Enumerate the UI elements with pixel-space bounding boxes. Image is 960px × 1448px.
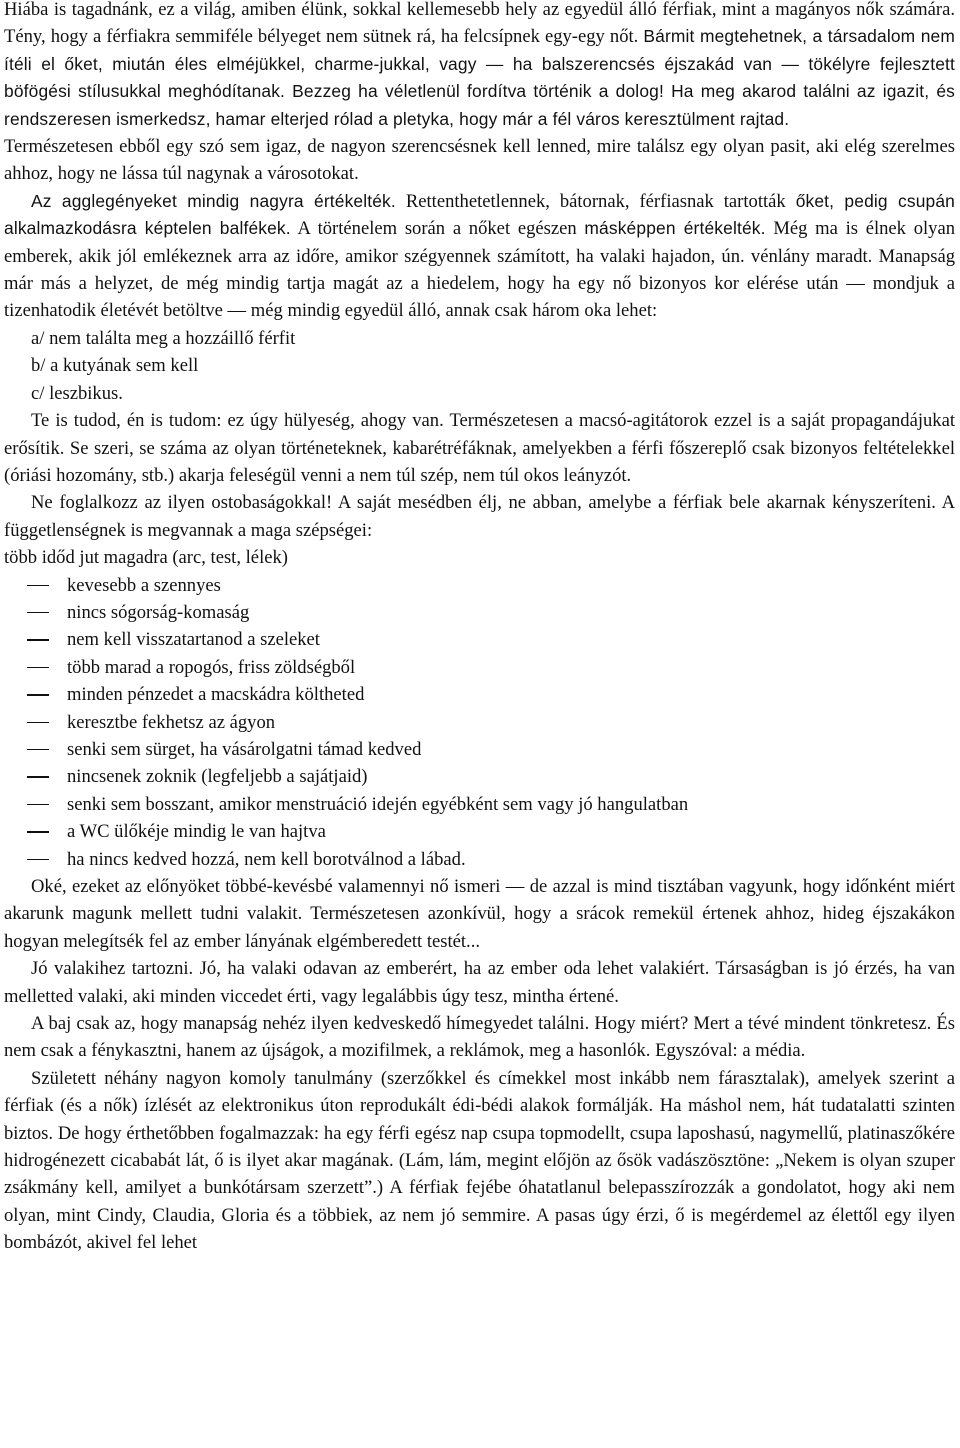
dash-bullet-icon (27, 612, 49, 613)
benefit-item (4, 709, 955, 736)
paragraph-independence: Ne foglalkozz az ilyen ostobaságokkal! A saját mesédben élj, ne abban, amelybe a férfiak bele akarnak kényszeríteni. A függetlenségnek is megvannak a maga szépségei: (4, 492, 955, 541)
paragraph-okay: Oké, ezeket az előnyöket többé-kevésbé valamennyi nő ismeri — de azzal is mind tisztában vagyunk, hogy időnként miért akarunk magunk mellett tudni valakit. Természetesen azonkívül, hogy a srácok remekül értenek ahhoz, hideg éjszakákon hogyan melegítsék fel az ember lányának elgémberedett testét... (4, 876, 955, 952)
dash-bullet-icon (27, 859, 49, 860)
bachelors-part1: Az agglegényeket mindig nagyra értékelték. (31, 190, 396, 211)
dash-bullet-icon (27, 694, 49, 695)
benefit-item (4, 681, 955, 708)
benefit-text: nincsenek zoknik (legfeljebb a sajátjaid) (67, 766, 368, 788)
dash-bullet-icon (27, 804, 49, 805)
bachelors-part6: Még ma is élnek olyan emberek, akik jól emlékeznek arra az időre, amikor szégyennek számított, ha valaki hajadon, ún. vénlány maradt. Manapság már más a helyzet, de még mindig tartja magát az a hiedelem, hogy ha egy nő bizonyos kor elérése után — mondjuk a tizenhatodik életévét betöltve — még mindig egyedül álló, annak csak három oka lehet: (4, 218, 956, 322)
reasons-list (4, 325, 955, 407)
bachelors-part5: másképpen értékelték. (584, 218, 766, 239)
bachelors-part4: A történelem során a nőket egészen (297, 218, 577, 240)
benefit-text: minden pénzedet a macskádra költheted (67, 684, 365, 706)
benefit-item (4, 846, 955, 873)
dash-bullet-icon (27, 831, 49, 832)
benefit-text: több marad a ropogós, friss zöldségből (67, 656, 356, 678)
dash-bullet-icon (27, 722, 49, 723)
benefit-item (4, 654, 955, 681)
bachelors-part2: Rettenthetetlennek, bátornak, férfiasnak tartották (405, 190, 786, 212)
benefit-item (4, 572, 955, 599)
reason-item: b/ a kutyának sem kell (31, 355, 199, 377)
paragraph-intro-part1: Hiába is tagadnánk, ez a világ, amiben élünk, sokkal kellemesebb hely az egyedül álló férfiak, mint a magányos nők számára. Tény, hogy a férfiakra semmiféle bélyeget nem sütnek rá, ha felcsípnek egy-egy nőt. (4, 0, 955, 48)
paragraph-more-time: több időd jut magadra (arc, test, lélek) (4, 547, 288, 569)
paragraph-studies: Született néhány nagyon komoly tanulmány (szerzőkkel és címekkel most inkább nem fárasztalak), amelyek szerint a férfiak (és a nők) ízlését az elektronikus úton reprodukált édi-bédi alakok formálják. Ha máshol nem, hát tudatalatti szinten biztos. De hogy érthetőbben fogalmazzak: ha egy férfi egész nap csupa topmodellt, csupa laposhasú, nagymellű, platinaszőkére hidrogénezett cicababát lát, ő is ilyet akar magának. (Lám, lám, megint előjön az ősök vadászösztöne: „Nekem is olyan szuper zsákmány kell, amilyet a bunkótársam szerzett”.) A férfiak fejébe óhatatlanul belepasszírozzák a gondolatot, hogy aki nem olyan, mint Cindy, Claudia, Gloria és a többiek, az nem jó semmire. A pasas úgy érzi, ő is megérdemel az élettől egy ilyen bombázót, akivel fel lehet (4, 1067, 955, 1254)
benefit-item (4, 791, 955, 818)
benefit-text: nem kell visszatartanod a szeleket (67, 629, 320, 651)
benefit-text: nincs sógorság-komaság (67, 601, 250, 623)
dash-bullet-icon (27, 776, 49, 777)
document-page (4, 0, 955, 1257)
dash-bullet-icon (27, 585, 49, 586)
paragraph-intro-part2: Bármit megtehetnek, a társadalom nem ítéli el őket, miután éles elméjükkel, charme-jukkal, vagy — ha balszerencsés éjszakád van — tökélyre fejlesztett böfögési stílusukkal meghódítanak. Bezzeg ha véletlenül fordítva történik a dolog! Ha meg akarod találni az igazit, és rendszeresen ismerkedsz, hamar elterjed rólad a pletyka, hogy már a fél város keresztülment rajtad. (4, 26, 955, 129)
paragraph-intro (4, 0, 955, 133)
benefit-text: senki sem sürget, ha vásárolgatni támad kedved (67, 738, 422, 760)
dash-bullet-icon (27, 639, 49, 640)
reason-item: a/ nem találta meg a hozzáillő férfit (31, 327, 296, 349)
benefit-text: keresztbe fekhetsz az ágyon (67, 711, 276, 733)
paragraph-luck: Természetesen ebből egy szó sem igaz, de nagyon szerencsésnek kell lenned, mire találsz egy olyan pasit, aki elég szerelmes ahhoz, hogy ne lássa túl nagynak a városotokat. (4, 136, 955, 185)
paragraph-problem: A baj csak az, hogy manapság nehéz ilyen kedveskedő hímegyedet találni. Hogy miért? Mert a tévé mindent tönkretesz. És nem csak a fénykasztni, hanem az újságok, a mozifilmek, a reklámok, meg a hasonlók. Egyszóval: a média. (4, 1013, 955, 1062)
paragraph-bachelors (4, 188, 955, 325)
benefit-item (4, 626, 955, 653)
paragraph-belong: Jó valakihez tartozni. Jó, ha valaki odavan az emberért, ha az ember oda lehet valakiért. Társaságban is jó érzés, ha van melletted valaki, aki minden viccedet érti, vagy legalábbis úgy tesz, mintha értené. (4, 958, 955, 1007)
benefit-text: a WC ülőkéje mindig le van hajtva (67, 821, 326, 843)
benefit-text: kevesebb a szennyes (67, 574, 221, 596)
dash-bullet-icon (27, 749, 49, 750)
benefits-list (4, 572, 955, 873)
dash-bullet-icon (27, 667, 49, 668)
benefit-text: ha nincs kedved hozzá, nem kell borotválnod a lábad. (67, 848, 466, 870)
benefit-text: senki sem bosszant, amikor menstruáció idején egyébként sem vagy jó hangulatban (67, 793, 689, 815)
bachelors-part3: őket, pedig csupán alkalmazkodásra képtelen balfékek. (4, 190, 955, 239)
benefit-item (4, 736, 955, 763)
benefit-item (4, 818, 955, 845)
benefit-item (4, 763, 955, 790)
reason-item: c/ leszbikus. (31, 382, 123, 404)
paragraph-nonsense: Te is tudod, én is tudom: ez úgy hülyeség, ahogy van. Természetesen a macsó-agitátorok ezzel is a saját propagandájukat erősítik. Se szeri, se száma az olyan történeteknek, kabarétréfáknak, amelyekben a férfi főszereplő csak bizonyos feltételekkel (óriási hozomány, stb.) akarja feleségül venni a nem túl szép, nem túl okos leányzót. (4, 410, 955, 486)
benefit-item (4, 599, 955, 626)
